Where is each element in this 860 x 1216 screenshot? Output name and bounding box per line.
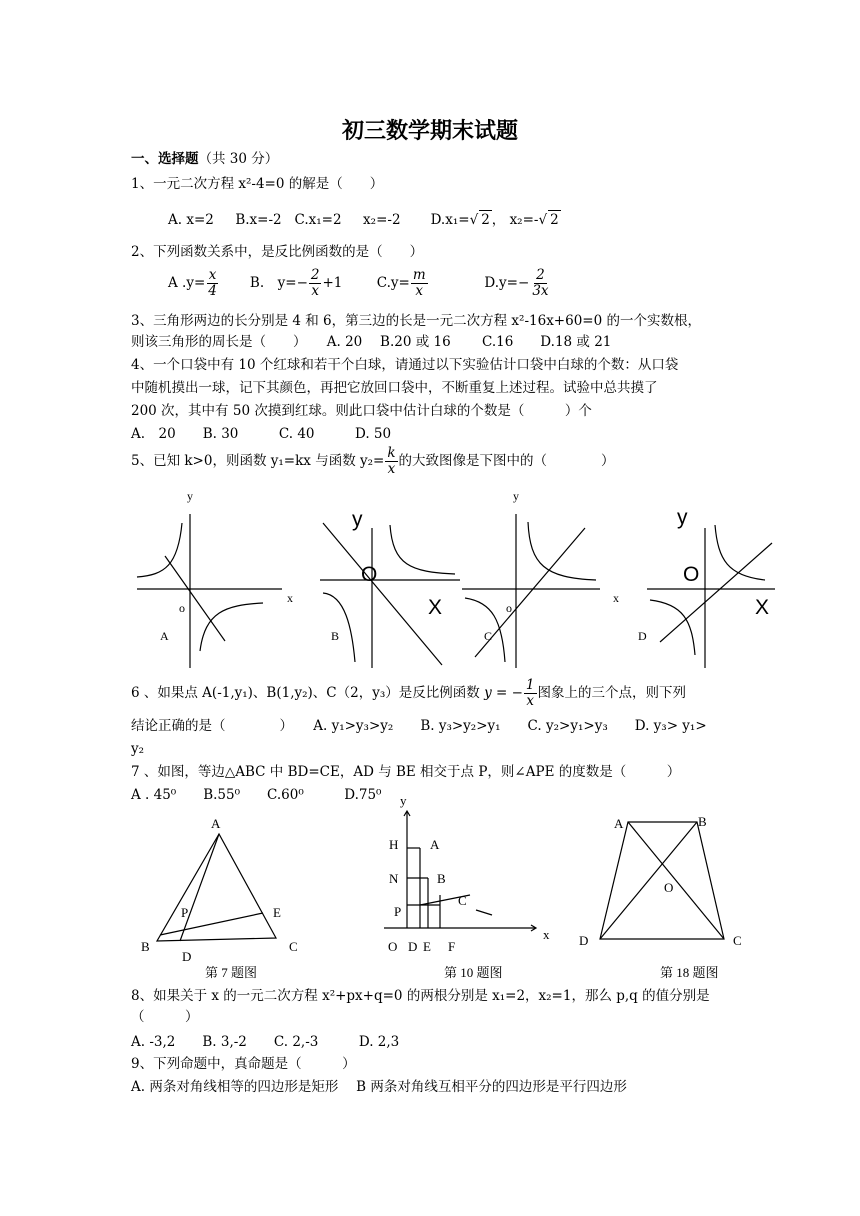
- graph-d-origin: O: [683, 563, 700, 586]
- graph-c-y-label: y: [513, 489, 519, 503]
- fig18-label-d: D: [579, 933, 589, 948]
- q5-post: 的大致图像是下图中的（ ）: [398, 453, 615, 469]
- q2-b-num: 2: [310, 267, 320, 283]
- q1-d-root2: 2: [550, 212, 559, 228]
- q6-post: 图象上的三个点，则下列: [537, 685, 686, 701]
- q9-stem: 9、下列命题中，真命题是（ ）: [131, 1056, 356, 1072]
- fig10-axes: [384, 811, 536, 931]
- graph-b-y-label: y: [352, 508, 363, 531]
- q2-c-den: x: [415, 283, 424, 299]
- q6-line3: y₂: [131, 741, 145, 757]
- section-note: （共 30 分）: [198, 151, 279, 167]
- q2-c-pre: C.y=: [376, 275, 410, 291]
- graph-b-origin: O: [361, 563, 378, 586]
- graph-a-y-label: y: [187, 489, 193, 503]
- q4-line2: 中随机摸出一球，记下其颜色，再把它放回口袋中，不断重复上述过程。试验中总共摸了: [131, 380, 658, 396]
- q1-stem: 1、一元二次方程 x²-4=0 的解是（ ）: [131, 176, 384, 192]
- graph-a-x-label: x: [287, 591, 293, 605]
- q2-b-post: +1: [322, 275, 343, 291]
- fig10-label-o: O: [388, 939, 398, 954]
- q2-d-pre: D.y=−: [484, 275, 530, 291]
- fig10-label-c: C: [458, 893, 467, 908]
- q5-num: k: [387, 445, 396, 461]
- q3-line2: 则该三角形的周长是（ ） A. 20 B.20 或 16 C.16 D.18 或 21: [131, 334, 612, 350]
- fig10-label-n: N: [389, 871, 399, 886]
- fig7-label-p: P: [181, 905, 189, 920]
- fig18-label-b: B: [698, 814, 707, 829]
- fig10-label-e: E: [423, 939, 431, 954]
- q4-options: A. 20 B. 30 C. 40 D. 50: [131, 426, 392, 442]
- q6-line2: 结论正确的是（ ） A. y₁>y₃>y₂ B. y₃>y₂>y₁ C. y₂>y₁>y₃ D. y₃> y₁>: [131, 718, 707, 734]
- fig18-label-a: A: [614, 816, 624, 831]
- q1-d-prefix: D.x₁=: [430, 212, 470, 228]
- fig7-triangle: [157, 834, 276, 941]
- fig10-label-x: x: [543, 927, 550, 942]
- graph-d-letter: D: [638, 629, 647, 643]
- q2-b-den: x: [311, 283, 319, 299]
- q1-option-d: D.x₁=√ 2 ， x₂=-√ 2: [430, 212, 559, 228]
- q6-den: x: [526, 693, 535, 709]
- section-title: 一、选择题: [131, 151, 199, 167]
- graph-a-origin: o: [179, 601, 185, 615]
- graph-d-x-label: X: [755, 596, 770, 619]
- q2-d-num: 2: [536, 267, 545, 283]
- fig7-label-a: A: [211, 816, 221, 831]
- q1-option-b: B.x=-2: [235, 212, 282, 228]
- fig18-quad: [600, 822, 724, 939]
- fig10-label-d: D: [408, 939, 418, 954]
- q4-line3: 200 次，其中有 50 次摸到红球。则此口袋中估计白球的个数是（ ）个: [131, 403, 592, 419]
- q1-d-mid: ， x₂=-: [491, 212, 539, 228]
- fig7-label-c: C: [289, 939, 298, 954]
- q3-line1: 3、三角形两边的长分别是 4 和 6，第三边的长是一元二次方程 x²-16x+60=0 的一个实数根，: [131, 313, 701, 329]
- fig7-label-b: B: [141, 939, 150, 954]
- q8-options: A. -3,2 B. 3,-2 C. 2,-3 D. 2,3: [131, 1034, 400, 1050]
- graph-a-letter: A: [160, 629, 169, 643]
- graph-c-x-label: x: [613, 591, 619, 605]
- fig7-label-d: D: [182, 949, 192, 964]
- page-title: 初三数学期末试题: [341, 119, 518, 144]
- q7-stem: 7 、如图，等边△ABC 中 BD=CE，AD 与 BE 相交于点 P，则∠APE 的度数是（ ）: [131, 764, 681, 780]
- fig10-label-y: y: [400, 793, 407, 808]
- q2-c-num: m: [412, 267, 426, 283]
- q2-b-pre: B. y=−: [249, 275, 308, 291]
- fig18-caption: 第 18 题图: [660, 965, 719, 980]
- q2-a-num: x: [208, 267, 217, 283]
- fig18-label-o: O: [664, 880, 674, 895]
- fig18-label-c: C: [733, 933, 742, 948]
- graph-c-letter: C: [484, 629, 493, 643]
- q6-pre: 6 、如果点 A(-1,y₁)、B(1,y₂)、C（2，y₃）是反比例函数: [131, 685, 485, 701]
- q1-option-a: A. x=2: [168, 212, 214, 228]
- q2-a-pre: A .y=: [168, 275, 206, 291]
- q6-num: 1: [525, 677, 535, 693]
- q1-option-c2: x₂=-2: [363, 212, 401, 228]
- fig7-label-e: E: [273, 905, 281, 920]
- graph-b-letter: B: [331, 629, 340, 643]
- fig10-label-f: F: [448, 939, 456, 954]
- q7-options: A . 45⁰ B.55⁰ C.60⁰ D.75⁰: [131, 787, 382, 803]
- q5-den: x: [387, 461, 396, 477]
- q2-stem: 2、下列函数关系中，是反比例函数的是（ ）: [131, 244, 424, 260]
- graph-d-y-label: y: [677, 506, 688, 529]
- fig10-label-b: B: [437, 871, 446, 886]
- q8-line1: 8、如果关于 x 的一元二次方程 x²+px+q=0 的两根分别是 x₁=2，x₂=1，那么 p,q 的值分别是: [131, 988, 710, 1004]
- fig10-label-a: A: [430, 837, 440, 852]
- fig10-caption: 第 10 题图: [444, 965, 503, 980]
- q8-line2: （ ）: [131, 1009, 199, 1025]
- q1-d-root: 2: [481, 212, 490, 228]
- fig7-caption: 第 7 题图: [205, 965, 258, 980]
- graph-c-origin: o: [506, 601, 512, 615]
- q1-option-c: C.x₁=2: [294, 212, 342, 228]
- q9-line2: A. 两条对角线相等的四边形是矩形 B 两条对角线互相平分的四边形是平行四边形: [131, 1079, 627, 1095]
- graph-b-x-label: X: [428, 596, 443, 619]
- q2-d-den: 3x: [532, 283, 549, 299]
- fig10-label-h: H: [389, 837, 399, 852]
- q4-line1: 4、一个口袋中有 10 个红球和若干个白球，请通过以下实验估计口袋中白球的个数：从口袋: [131, 357, 679, 373]
- q6-fn-pre: y = −: [484, 685, 523, 701]
- q2-a-den: 4: [208, 283, 217, 299]
- q5-pre: 5、已知 k>0，则函数 y₁=kx 与函数 y₂=: [131, 453, 385, 469]
- fig10-label-p: P: [394, 904, 402, 919]
